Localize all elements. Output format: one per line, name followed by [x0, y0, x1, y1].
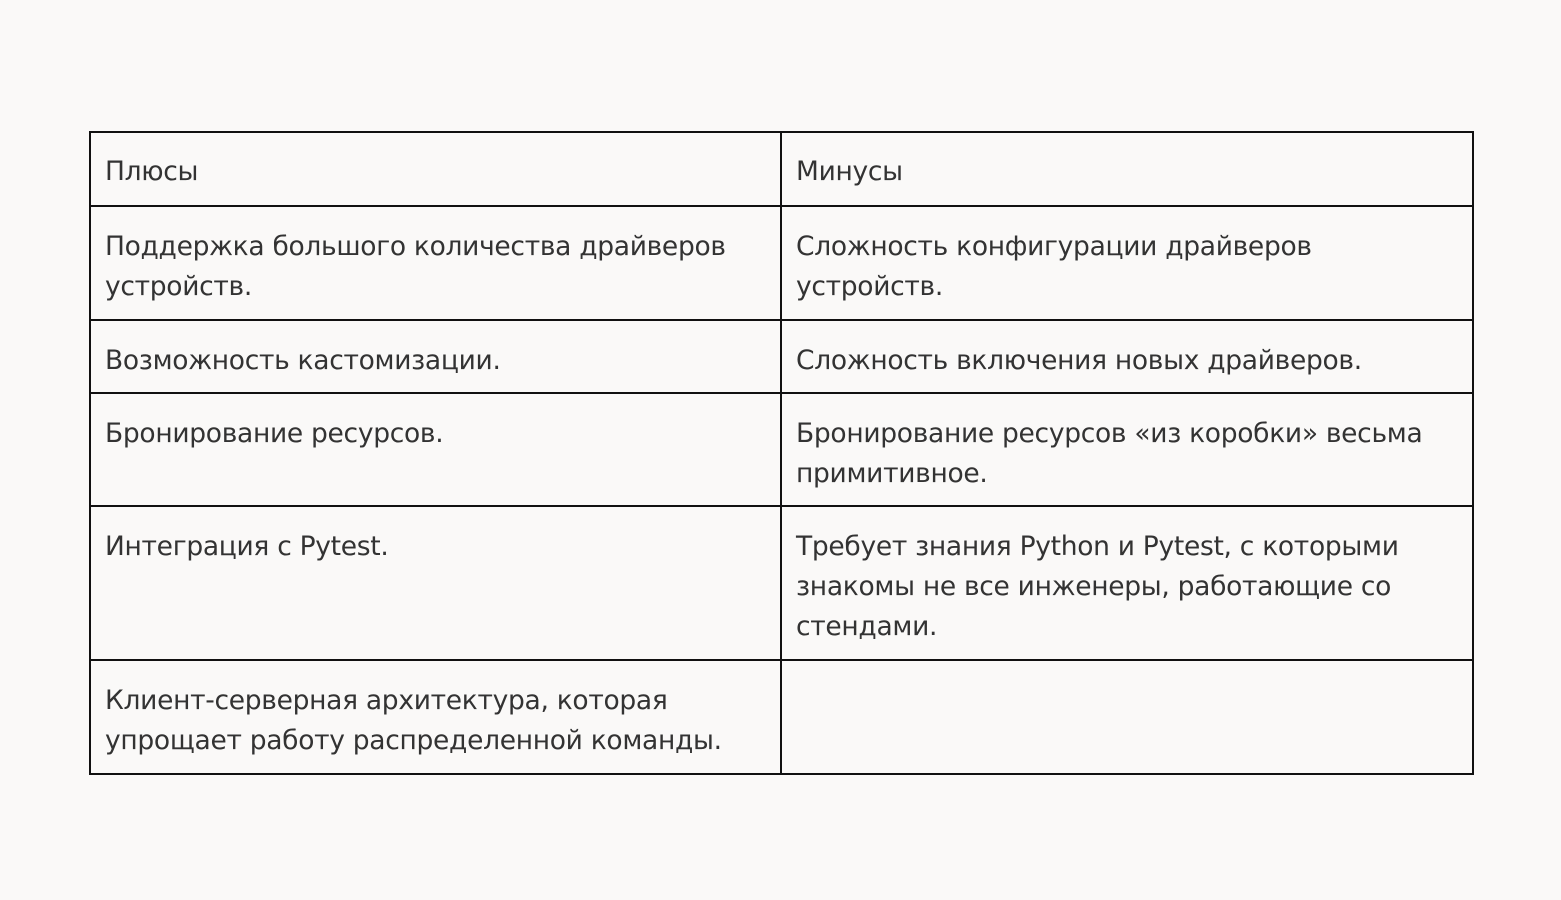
- cons-cell: Бронирование ресурсов «из коробки» весьма примитивное.: [781, 393, 1473, 506]
- table-row: [90, 393, 1473, 506]
- pros-cell: Интеграция с Pytest.: [90, 506, 781, 660]
- cons-cell: Требует знания Python и Pytest, с которыми знакомы не все инженеры, работающие со стендами.: [781, 506, 1473, 660]
- pros-cell: Возможность кастомизации.: [90, 320, 781, 393]
- table-row: [90, 660, 1473, 774]
- table-row: [90, 320, 1473, 393]
- cons-cell-empty: [781, 660, 1473, 774]
- table-row: [90, 506, 1473, 660]
- pros-cell: Бронирование ресурсов.: [90, 393, 781, 506]
- header-cons: Минусы: [781, 132, 1473, 206]
- cons-cell: Сложность включения новых драйверов.: [781, 320, 1473, 393]
- table-header-row: [90, 132, 1473, 206]
- pros-cons-table: [89, 131, 1474, 775]
- header-pros: Плюсы: [90, 132, 781, 206]
- table-row: [90, 206, 1473, 320]
- pros-cell: Поддержка большого количества драйверов устройств.: [90, 206, 781, 320]
- cons-cell: Сложность конфигурации драйверов устройств.: [781, 206, 1473, 320]
- pros-cell: Клиент-серверная архитектура, которая упрощает работу распределенной команды.: [90, 660, 781, 774]
